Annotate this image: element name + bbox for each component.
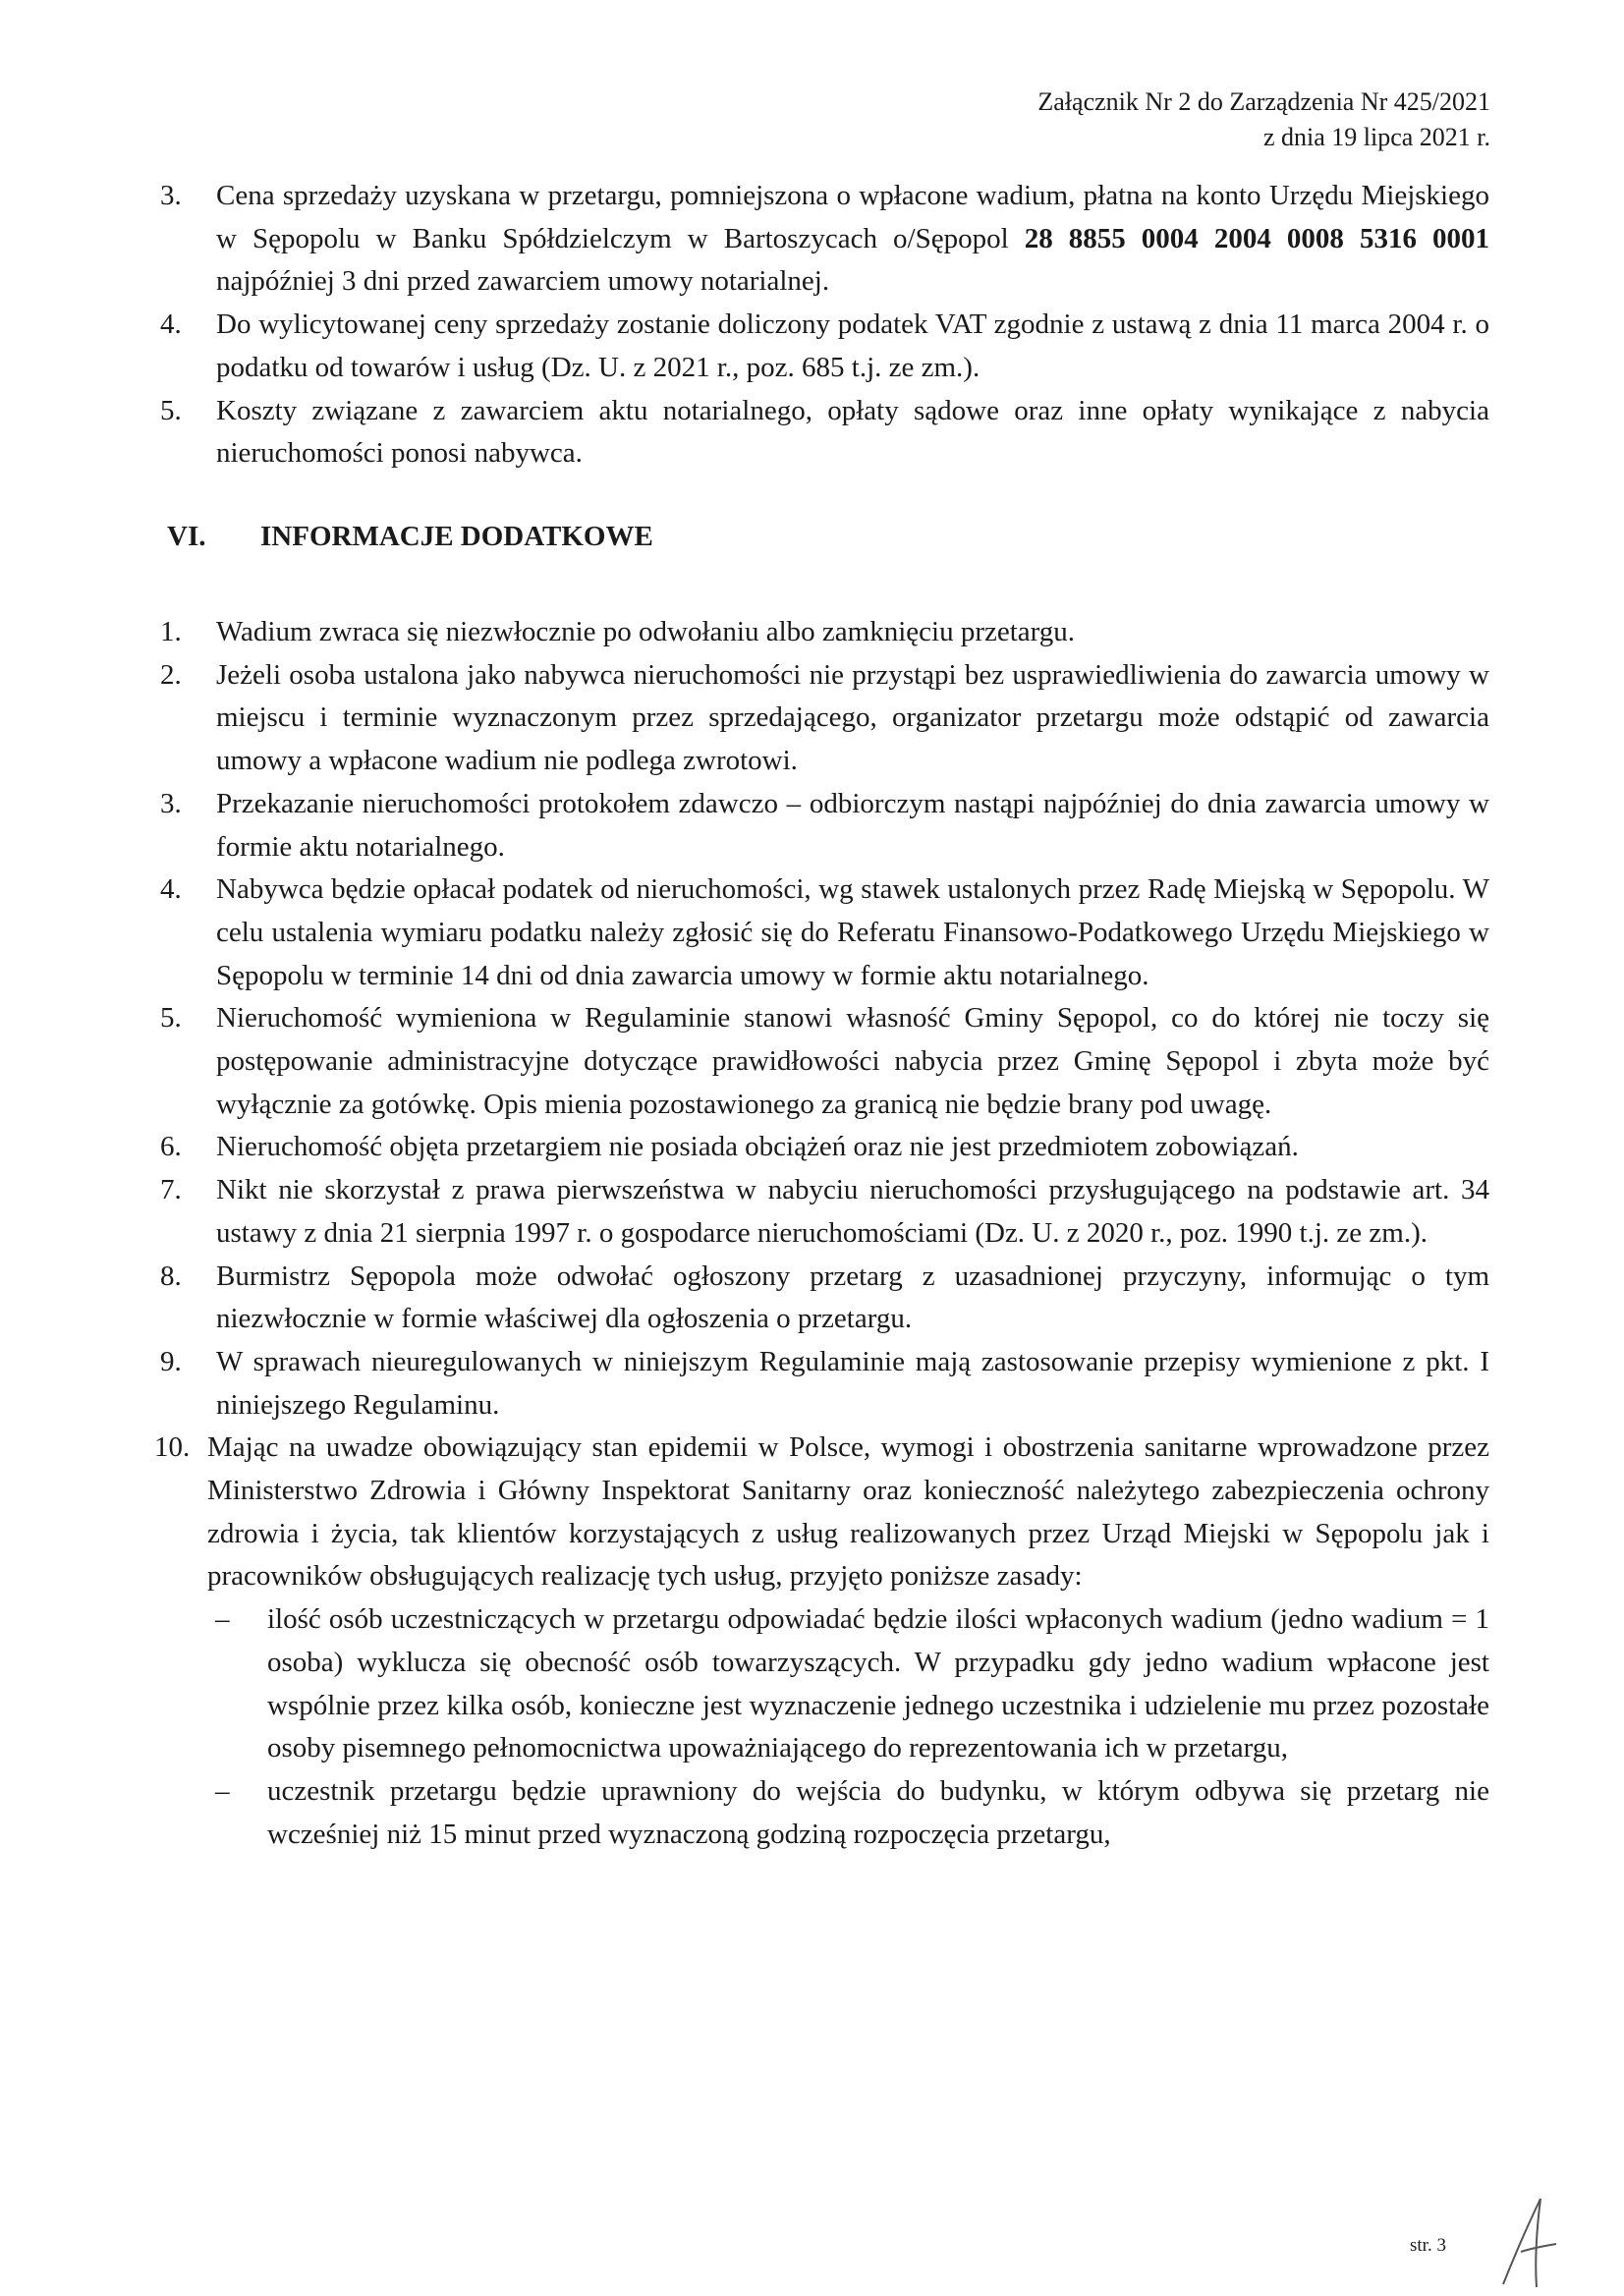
list-item	[154, 1427, 1489, 1856]
item-number: 5.	[160, 1002, 182, 1035]
item-number: 1.	[160, 616, 182, 647]
item-number: 8.	[160, 1260, 182, 1292]
list-item	[160, 304, 1489, 389]
item-number: 2.	[160, 658, 182, 691]
terms-list	[160, 175, 1489, 476]
item-number: 7.	[160, 1174, 182, 1206]
item-text: Nieruchomość wymieniona w Regulaminie stanowi własność Gminy Sępopol, co do której nie toczy się postępowanie administracyjne dotyczące prawidłowości nabycia przez Gminę Sępopol i zbyta może być wyłącznie za gotówkę. Opis mienia pozostawionego za granicą nie będzie brany pod uwagę.	[216, 1002, 1489, 1120]
item-text: Przekazanie nieruchomości protokołem zdawczo – odbiorczym nastąpi najpóźniej do dnia zawarcia umowy w formie aktu notarialnego.	[216, 787, 1489, 863]
item-number: 5.	[160, 394, 182, 426]
item-text: Nabywca będzie opłacał podatek od nieruchomości, wg stawek ustalonych przez Radę Miejską w Sępopolu. W celu ustalenia wymiaru podatku należy zgłosić się do Referatu Finansowo-Podatkowego Urzędu Miejskiego w Sępopolu w terminie 14 dni od dnia zawarcia umowy w formie aktu notarialnego.	[216, 873, 1489, 991]
sublist-text: ilość osób uczestniczących w przetargu odpowiadać będzie ilości wpłaconych wadium (jedno wadium = 1 osoba) wyklucza się obecność osób towarzyszących. W przypadku gdy jedno wadium wpłacone jest wspólnie przez kilka osób, konieczne jest wyznaczenie jednego uczestnika i udzielenie mu przez pozostałe osoby pisemnego pełnomocnictwa upoważniającego do reprezentowania ich w przetargu,	[267, 1603, 1489, 1764]
attachment-header	[1037, 84, 1490, 155]
rules-sublist	[207, 1598, 1489, 1856]
item-text: Burmistrz Sępopola może odwołać ogłoszony przetarg z uzasadnionej przyczyny, informując o tym niezwłocznie w formie właściwej dla ogłoszenia o przetargu.	[216, 1260, 1489, 1335]
list-item	[160, 783, 1489, 868]
item-number: 10.	[154, 1431, 191, 1464]
list-item	[160, 868, 1489, 997]
item-text: Jeżeli osoba ustalona jako nabywca nieruchomości nie przystąpi bez usprawiedliwienia do zawarcia umowy w miejscu i terminie wyznaczonym przez sprzedającego, organizator przetargu może odstąpić od zawarcia umowy a wpłacone wadium nie podlega zwrotowi.	[216, 658, 1489, 777]
dash-marker: –	[215, 1774, 230, 1807]
signature-mark	[1493, 2191, 1562, 2289]
sublist-item	[207, 1770, 1489, 1856]
list-item	[160, 654, 1489, 783]
item-text: W sprawach nieuregulowanych w niniejszym Regulaminie mają zastosowanie przepisy wymienione z pkt. I niniejszego Regulaminu.	[216, 1345, 1489, 1421]
section-number: VI.	[167, 521, 206, 552]
item-number: 3.	[160, 787, 182, 819]
list-item	[160, 175, 1489, 304]
list-item	[160, 1256, 1489, 1341]
item-number: 3.	[160, 180, 182, 211]
item-text: Nikt nie skorzystał z prawa pierwszeństwa w nabyciu nieruchomości przysługującego na podstawie art. 34 ustawy z dnia 21 sierpnia 1997 r. o gospodarce nieruchomościami (Dz. U. z 2020 r., poz. 1990 t.j. ze zm.).	[216, 1174, 1489, 1249]
item-text: Do wylicytowanej ceny sprzedaży zostanie doliczony podatek VAT zgodnie z ustawą z dnia 11 marca 2004 r. o podatku od towarów i usług (Dz. U. z 2021 r., poz. 685 t.j. ze zm.).	[216, 308, 1489, 383]
section-heading	[167, 521, 653, 553]
item-text: Nieruchomość objęta przetargiem nie posiada obciążeń oraz nie jest przedmiotem zobowiązań.	[216, 1131, 1299, 1163]
additional-info-list	[154, 611, 1489, 1856]
list-item	[160, 997, 1489, 1126]
item-number: 6.	[160, 1131, 182, 1163]
item-number: 4.	[160, 873, 182, 906]
item-text: Wadium zwraca się niezwłocznie po odwołaniu albo zamknięciu przetargu.	[216, 616, 1076, 647]
item-number: 9.	[160, 1345, 182, 1377]
item-text: Mając na uwadze obowiązujący stan epidemii w Polsce, wymogi i obostrzenia sanitarne wprowadzone przez Ministerstwo Zdrowia i Główny Inspektorat Sanitarny oraz konieczność należytego zabezpieczenia ochrony zdrowia i życia, tak klientów korzystających z usług realizowanych przez Urząd Miejski w Sępopolu jak i pracowników obsługujących realizację tych usług, przyjęto poniższe zasady: – ilość osób uczestniczących w przetargu odpowiadać będzie ilości wpłaconych wadium (jedno wadium = 1 osoba) wyklucza się obecność osób towarzyszących. W przypadku gdy jedno wadium wpłacone jest wspólnie przez kilka osób, konieczne jest wyznaczenie jednego uczestnika i udzielenie mu przez pozostałe osoby pisemnego pełnomocnictwa upoważniającego do reprezentowania ich w przetargu, – uczestnik przetargu będzie uprawniony do wejścia do budynku, w którym odbywa się przetarg nie wcześniej niż 15 minut przed wyznaczoną godziną rozpoczęcia przetargu,	[207, 1427, 1489, 1856]
header-line-2: z dnia 19 lipca 2021 r.	[1262, 123, 1490, 151]
list-item	[160, 1126, 1489, 1169]
dash-marker: –	[215, 1603, 230, 1636]
bank-account-number: 28 8855 0004 2004 0008 5316 0001	[1024, 222, 1490, 254]
section-title: INFORMACJE DODATKOWE	[260, 521, 653, 552]
sublist-item	[207, 1598, 1489, 1770]
header-line-1: Załącznik Nr 2 do Zarządzenia Nr 425/2021	[1037, 87, 1490, 116]
item-text: Koszty związane z zawarciem aktu notarialnego, opłaty sądowe oraz inne opłaty wynikające z nabycia nieruchomości ponosi nabywca.	[216, 394, 1489, 470]
list-item	[160, 1169, 1489, 1255]
item-text: Cena sprzedaży uzyskana w przetargu, pomniejszona o wpłacone wadium, płatna na konto Urzędu Miejskiego w Sępopolu w Banku Spółdzielczym w Bartoszycach o/Sępopol 28 8855 0004 2004 0008 5316 0001 najpóźniej 3 dni przed zawarciem umowy notarialnej.	[216, 180, 1490, 298]
list-item	[160, 1341, 1489, 1427]
list-item	[160, 390, 1489, 476]
item-number: 4.	[160, 308, 182, 341]
sublist-text: uczestnik przetargu będzie uprawniony do wejścia do budynku, w którym odbywa się przetarg nie wcześniej niż 15 minut przed wyznaczoną godziną rozpoczęcia przetargu,	[267, 1774, 1489, 1850]
list-item	[160, 611, 1489, 654]
page-number: str. 3	[1410, 2235, 1446, 2256]
